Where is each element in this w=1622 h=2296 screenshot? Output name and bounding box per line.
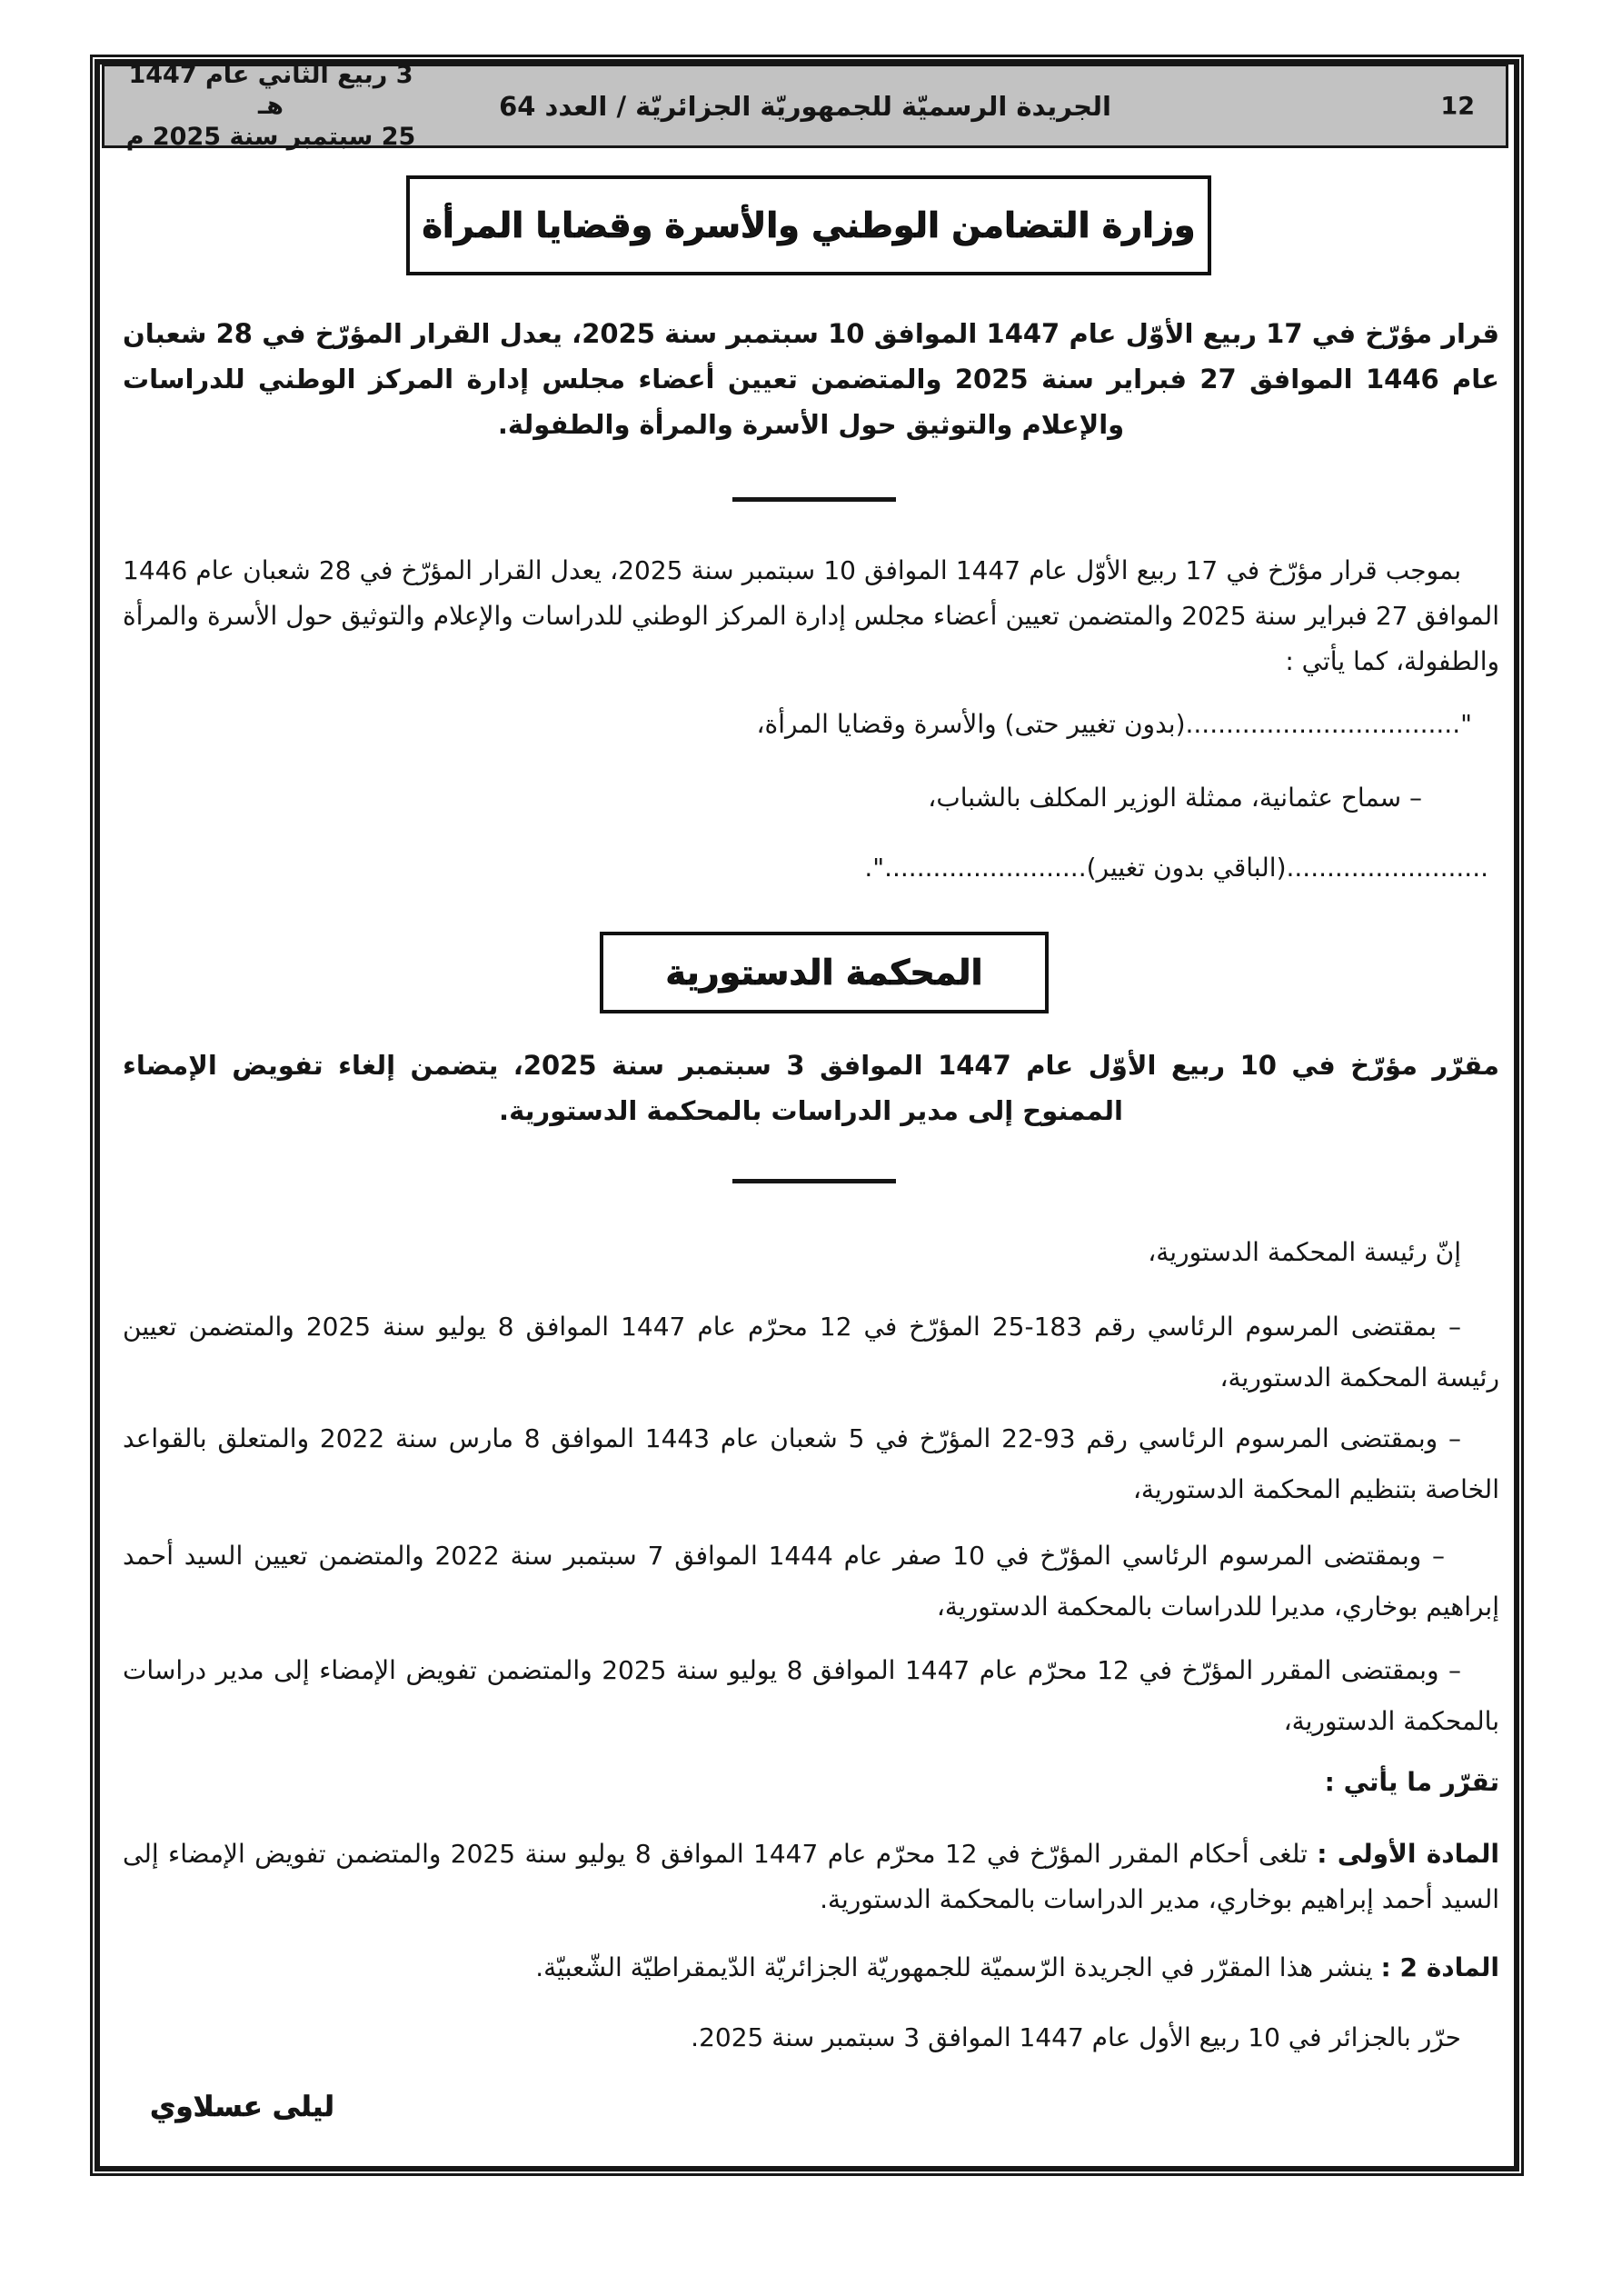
visa-paragraph: – بمقتضى المرسوم الرئاسي رقم 183-25 المؤرّخ في 12 محرّم عام 1447 الموافق 8 يوليو سنة 2025 والمتضمن تعيين رئيسة المحكمة الدستورية، — [123, 1312, 1499, 1393]
visa-paragraph: – وبمقتضى المقرر المؤرّخ في 12 محرّم عام 1447 الموافق 8 يوليو سنة 2025 والمتضمن تفويض الإمضاء إلى مدير دراسات بالمحكمة الدستورية، — [123, 1655, 1499, 1736]
decree-heading: قرار مؤرّخ في 17 ربيع الأوّل عام 1447 الموافق 10 سبتمبر سنة 2025، يعدل القرار المؤرّخ في 28 شعبان عام 1446 الموافق 27 فبراير سنة 2025 والمتضمن تعيين أعضاء مجلس إدارة المركز الوطني للدراسات والإعلام والتوثيق حول الأسرة والمرأة والطفولة. — [123, 318, 1499, 440]
article-2-text: ينشر هذا المقرّر في الجريدة الرّسميّة للجمهوريّة الجزائريّة الدّيمقراطيّة الشّعبيّة. — [535, 1952, 1381, 1982]
article-2 — [123, 1945, 1499, 1991]
signature-name: ليلى عسلاوي — [150, 2091, 335, 2123]
ministry-section-title: وزارة التضامن الوطني والأسرة وقضايا المرأة — [422, 205, 1196, 245]
article-2-label: المادة 2 : — [1380, 1952, 1499, 1982]
gazette-title: الجريدة الرسميّة للجمهوريّة الجزائريّة / العدد 64 — [499, 90, 1111, 122]
article-1 — [123, 1832, 1499, 1922]
decision-heading: مقرّر مؤرّخ في 10 ربيع الأوّل عام 1447 الموافق 3 سبتمبر سنة 2025، يتضمن إلغاء تفويض الإمضاء الممنوح إلى مدير الدراسات بالمحكمة الدستورية. — [123, 1050, 1499, 1126]
quote-line-1: "..................................(بدون تغيير حتى) والأسرة وقضايا المرأة، — [756, 709, 1472, 739]
separator-rule — [732, 1179, 896, 1183]
closing-line: حرّر بالجزائر في 10 ربيع الأول عام 1447 الموافق 3 سبتمبر سنة 2025. — [691, 2022, 1461, 2052]
gregorian-date: 25 سبتمبر سنة 2025 م — [125, 122, 416, 151]
header-dates — [121, 60, 421, 153]
court-section-title-box — [600, 932, 1049, 1013]
quote-line-3: .........................(الباقي بدون تغيير).........................". — [864, 853, 1488, 883]
page-number: 12 — [1440, 92, 1475, 120]
article-1-text: تلغى أحكام المقرر المؤرّخ في 12 محرّم عام 1447 الموافق 8 يوليو سنة 2025 والمتضمن تفويض الإمضاء إلى السيد أحمد إبراهيم بوخاري، مدير الدراسات بالمحكمة الدستورية. — [123, 1839, 1499, 1914]
separator-rule — [732, 497, 896, 502]
page-header-band — [102, 60, 1508, 151]
ministry-section-title-box — [406, 175, 1211, 275]
visa-paragraph: – وبمقتضى المرسوم الرئاسي رقم 93-22 المؤرّخ في 5 شعبان عام 1443 الموافق 8 مارس سنة 2022 والمتعلق بالقواعد الخاصة بتنظيم المحكمة الدستورية، — [123, 1423, 1499, 1504]
article-1-label: المادة الأولى : — [1317, 1839, 1499, 1869]
enacting-formula: تقرّر ما يأتي : — [1324, 1767, 1499, 1797]
visa-paragraph: – وبمقتضى المرسوم الرئاسي المؤرّخ في 10 صفر عام 1444 الموافق 7 سبتمبر سنة 2022 والمتضمن تعيين السيد أحمد إبراهيم بوخاري، مديرا للدراسات بالمحكمة الدستورية، — [123, 1541, 1499, 1622]
decree-body-paragraph: بموجب قرار مؤرّخ في 17 ربيع الأوّل عام 1447 الموافق 10 سبتمبر سنة 2025، يعدل القرار المؤرّخ في 28 شعبان عام 1446 الموافق 27 فبراير سنة 2025 والمتضمن تعيين أعضاء مجلس إدارة المركز الوطني للدراسات والإعلام والتوثيق حول الأسرة والمرأة والطفولة، كما يأتي : — [123, 555, 1499, 676]
preamble-line: إنّ رئيسة المحكمة الدستورية، — [1148, 1237, 1461, 1267]
hijri-date: 3 ربيع الثاني عام 1447 هـ — [128, 60, 413, 120]
court-section-title: المحكمة الدستورية — [665, 953, 983, 993]
quote-line-2: – سماح عثمانية، ممثلة الوزير المكلف بالشباب، — [928, 783, 1422, 813]
